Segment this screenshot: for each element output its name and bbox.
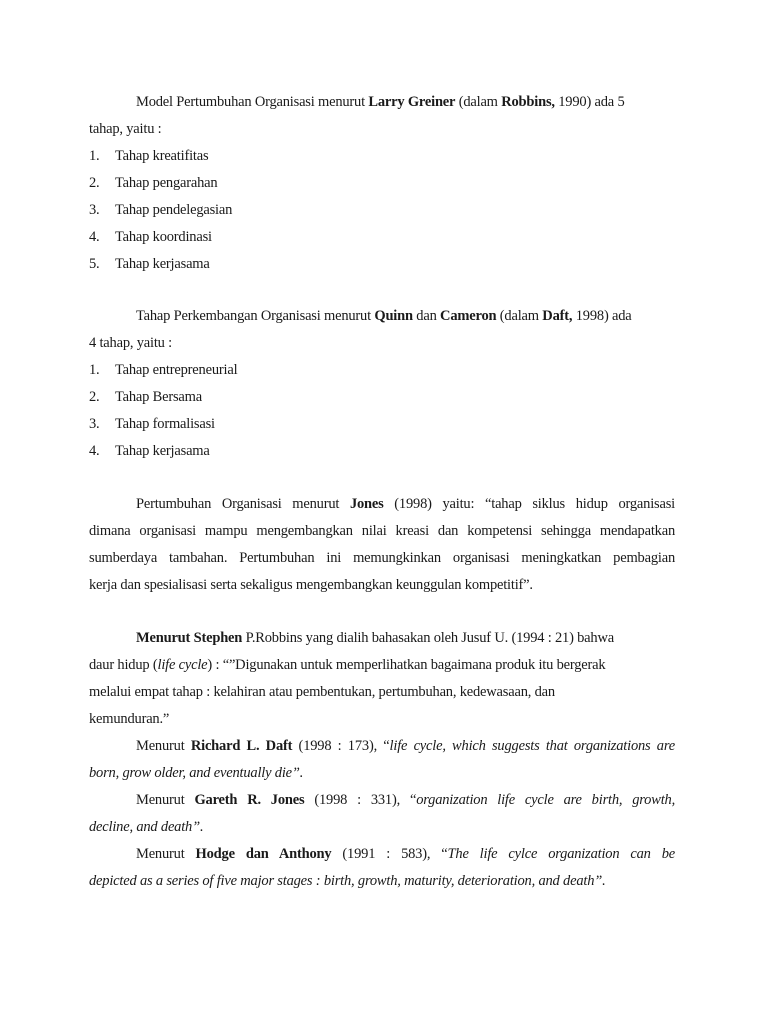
list-item [89,388,202,406]
list-item [89,201,232,219]
text: ) : “”Digunakan untuk memperlihatkan bagaimana produk itu bergerak [207,657,606,673]
list-number: 5. [89,256,100,272]
text: Menurut [136,792,195,808]
author-name: Cameron [440,308,497,324]
author-name: Hodge dan Anthony [195,846,332,862]
list-text: Tahap koordinasi [115,229,212,245]
text: 1998) ada [572,308,632,324]
text: (1998) yaitu: “tahap siklus hidup organisasi [383,496,675,512]
jones-paragraph-line-2: dimana organisasi mampu mengembangkan nilai kreasi dan kompetensi sehingga mendapatkan [89,523,675,539]
list-text: Tahap entrepreneurial [115,362,238,378]
author-name: Jones [349,496,384,512]
robbins-paragraph-line-3: melalui empat tahap : kelahiran atau pembentukan, pertumbuhan, kedewasaan, dan [89,684,555,700]
quote: The life cylce organization can be [447,846,676,862]
text: daur hidup ( [89,657,158,673]
list-number: 3. [89,202,100,218]
text: Menurut [136,738,191,754]
list-item [89,442,210,460]
list-number: 4. [89,229,100,245]
hodge-quote-line-2 [89,872,606,890]
list-number: 2. [89,389,100,405]
list-item [89,174,217,192]
quote: born, grow older, and eventually die”. [89,765,304,781]
quote: organization life cycle are birth, growth, [416,792,675,808]
text: P.Robbins yang dialih bahasakan oleh Jusuf U. (1994 : 21) bahwa [242,630,614,646]
gareth-jones-quote-line-1 [136,791,675,809]
list-text: Tahap kerjasama [115,256,210,272]
quote: life cycle, which suggests that organizations are [389,738,675,754]
list-item [89,361,237,379]
list-text: Tahap pengarahan [115,175,218,191]
robbins-paragraph-line-1 [136,629,614,647]
list-text: Tahap Bersama [115,389,202,405]
author-name: Quinn [374,308,413,324]
list-text: Tahap kerjasama [115,443,210,459]
author-name: Menurut Stephen [136,630,243,646]
gareth-jones-quote-line-2 [89,818,203,836]
list-item [89,415,215,433]
list-number: 1. [89,148,100,164]
text: dan [412,308,441,324]
daft-quote-line-1 [136,737,675,755]
list-number: 3. [89,416,100,432]
jones-paragraph-line-1 [136,495,675,513]
citation: (1998 : 331), “ [304,792,417,808]
hodge-quote-line-1 [136,845,675,863]
text: Model Pertumbuhan Organisasi menurut [136,94,369,110]
text: Tahap Perkembangan Organisasi menurut [136,308,375,324]
list-number: 1. [89,362,100,378]
robbins-paragraph-line-2 [89,656,605,674]
list-text: Tahap formalisasi [115,416,215,432]
list-item [89,255,210,273]
list-item [89,228,212,246]
list-number: 2. [89,175,100,191]
citation: (1998 : 173), “ [292,738,390,754]
list-number: 4. [89,443,100,459]
italic-term: life cycle [157,657,208,673]
author-name: Richard L. Daft [190,738,293,754]
quinn-intro-line [136,307,632,325]
citation: (1991 : 583), “ [331,846,448,862]
list-text: Tahap kreatifitas [115,148,209,164]
text: Menurut [136,846,196,862]
author-name: Robbins, [501,94,555,110]
daft-quote-line-2 [89,764,303,782]
list-text: Tahap pendelegasian [115,202,233,218]
quinn-intro-line-2: 4 tahap, yaitu : [89,335,172,351]
text: 1990) ada 5 [554,94,625,110]
greiner-intro-line-2: tahap, yaitu : [89,121,162,137]
author-name: Daft, [542,308,573,324]
greiner-intro-line [136,93,625,111]
author-name: Larry Greiner [368,94,456,110]
jones-paragraph-line-3: sumberdaya tambahan. Pertumbuhan ini memungkinkan organisasi meningkatkan pembagian [89,550,675,566]
quote: depicted as a series of five major stages : birth, growth, maturity, deterioration, and death”. [89,873,606,889]
text: Pertumbuhan Organisasi menurut [136,496,350,512]
list-item [89,147,208,165]
author-name: Gareth R. Jones [194,792,305,808]
text: (dalam [496,308,543,324]
robbins-paragraph-line-4: kemunduran.” [89,711,170,727]
quote: decline, and death”. [89,819,204,835]
text: (dalam [455,94,502,110]
jones-paragraph-line-4: kerja dan spesialisasi serta sekaligus mengembangkan keunggulan kompetitif”. [89,577,533,593]
